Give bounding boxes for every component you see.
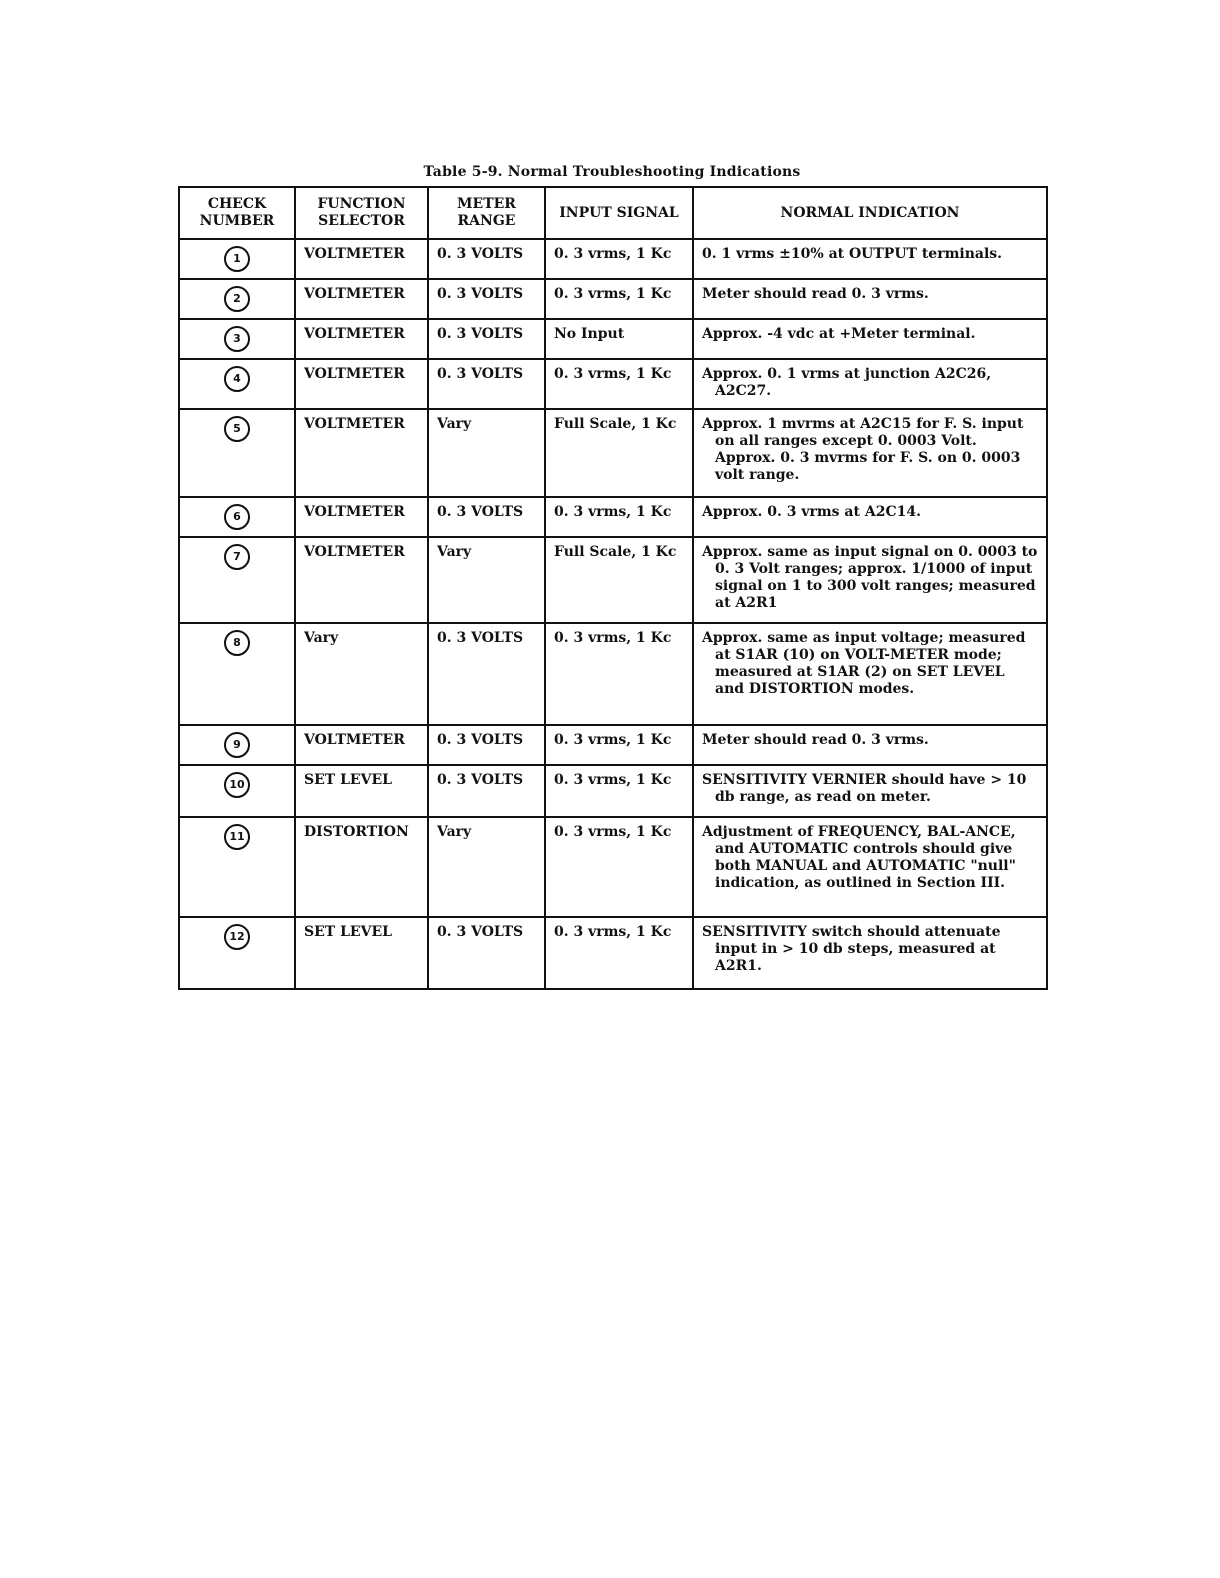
table-row: [179, 817, 1047, 917]
check-number-circle: 6: [224, 504, 250, 530]
table-body: [179, 239, 1047, 989]
table-row: [179, 725, 1047, 765]
check-number-circle: 8: [224, 630, 250, 656]
normal-indication-cell: [693, 359, 1047, 409]
normal-indication-cell: [693, 409, 1047, 497]
normal-indication-cell: [693, 497, 1047, 537]
check-number-circle: 2: [224, 286, 250, 312]
meter-range-cell: Vary: [428, 817, 545, 917]
normal-indication-text: Meter should read 0. 3 vrms.: [702, 732, 929, 748]
troubleshooting-table: [178, 186, 1048, 990]
header-input-signal: INPUT SIGNAL: [545, 187, 693, 239]
normal-indication-text: Approx. 0. 1 vrms at junction A2C26, A2C27.: [702, 366, 992, 399]
table-row: [179, 409, 1047, 497]
normal-indication-text: Meter should read 0. 3 vrms.: [702, 286, 929, 302]
check-number-cell: [179, 239, 295, 279]
function-selector-cell: VOLTMETER: [295, 725, 428, 765]
normal-indication-text: Adjustment of FREQUENCY, BAL-ANCE, and AUTOMATIC controls should give both MANUAL and AUTOMATIC "null" indication, as outlined in Section III.: [702, 824, 1016, 891]
normal-indication-cell: [693, 319, 1047, 359]
check-number-circle: 3: [224, 326, 250, 352]
check-number-cell: [179, 623, 295, 725]
check-number-circle: 11: [224, 824, 250, 850]
check-number-circle: 7: [224, 544, 250, 570]
check-number-circle: 10: [224, 772, 250, 798]
input-signal-cell: 0. 3 vrms, 1 Kc: [545, 917, 693, 989]
meter-range-cell: 0. 3 VOLTS: [428, 239, 545, 279]
input-signal-cell: 0. 3 vrms, 1 Kc: [545, 279, 693, 319]
function-selector-cell: VOLTMETER: [295, 497, 428, 537]
input-signal-cell: Full Scale, 1 Kc: [545, 409, 693, 497]
check-number-cell: [179, 765, 295, 817]
table-row: [179, 917, 1047, 989]
meter-range-cell: 0. 3 VOLTS: [428, 725, 545, 765]
meter-range-cell: Vary: [428, 537, 545, 623]
header-meter-range: METER RANGE: [428, 187, 545, 239]
normal-indication-text: Approx. 0. 3 vrms at A2C14.: [702, 504, 921, 520]
header-row: [179, 187, 1047, 239]
normal-indication-text: Approx. same as input signal on 0. 0003 to 0. 3 Volt ranges; approx. 1/1000 of input signal on 1 to 300 volt ranges; measured at A2R1: [702, 544, 1038, 611]
check-number-circle: 1: [224, 246, 250, 272]
normal-indication-cell: [693, 537, 1047, 623]
normal-indication-text: Approx. -4 vdc at +Meter terminal.: [702, 326, 976, 342]
normal-indication-cell: [693, 239, 1047, 279]
input-signal-cell: 0. 3 vrms, 1 Kc: [545, 497, 693, 537]
meter-range-cell: 0. 3 VOLTS: [428, 917, 545, 989]
input-signal-cell: No Input: [545, 319, 693, 359]
input-signal-cell: 0. 3 vrms, 1 Kc: [545, 817, 693, 917]
meter-range-cell: 0. 3 VOLTS: [428, 319, 545, 359]
header-function-selector: FUNCTION SELECTOR: [295, 187, 428, 239]
normal-indication-cell: [693, 623, 1047, 725]
table-caption: Table 5-9. Normal Troubleshooting Indications: [423, 164, 801, 180]
function-selector-cell: SET LEVEL: [295, 917, 428, 989]
meter-range-cell: Vary: [428, 409, 545, 497]
normal-indication-cell: [693, 765, 1047, 817]
input-signal-cell: 0. 3 vrms, 1 Kc: [545, 765, 693, 817]
meter-range-cell: 0. 3 VOLTS: [428, 623, 545, 725]
check-number-cell: [179, 409, 295, 497]
function-selector-cell: VOLTMETER: [295, 409, 428, 497]
normal-indication-cell: [693, 279, 1047, 319]
function-selector-cell: VOLTMETER: [295, 537, 428, 623]
input-signal-cell: 0. 3 vrms, 1 Kc: [545, 623, 693, 725]
input-signal-cell: 0. 3 vrms, 1 Kc: [545, 239, 693, 279]
normal-indication-text: Approx. 1 mvrms at A2C15 for F. S. input on all ranges except 0. 0003 Volt. Approx. 0. 3 mvrms for F. S. on 0. 0003 volt range.: [702, 416, 1024, 483]
check-number-cell: [179, 537, 295, 623]
check-number-cell: [179, 497, 295, 537]
meter-range-cell: 0. 3 VOLTS: [428, 765, 545, 817]
check-number-cell: [179, 817, 295, 917]
check-number-cell: [179, 319, 295, 359]
meter-range-cell: 0. 3 VOLTS: [428, 359, 545, 409]
header-normal-indication: NORMAL INDICATION: [693, 187, 1047, 239]
normal-indication-text: 0. 1 vrms ±10% at OUTPUT terminals.: [702, 246, 1003, 262]
table-row: [179, 239, 1047, 279]
function-selector-cell: VOLTMETER: [295, 239, 428, 279]
normal-indication-cell: [693, 817, 1047, 917]
function-selector-cell: VOLTMETER: [295, 319, 428, 359]
table-row: [179, 279, 1047, 319]
check-number-cell: [179, 725, 295, 765]
normal-indication-text: SENSITIVITY switch should attenuate input in > 10 db steps, measured at A2R1.: [702, 924, 1001, 974]
input-signal-cell: Full Scale, 1 Kc: [545, 537, 693, 623]
meter-range-cell: 0. 3 VOLTS: [428, 279, 545, 319]
check-number-cell: [179, 917, 295, 989]
check-number-circle: 12: [224, 924, 250, 950]
check-number-cell: [179, 359, 295, 409]
table-row: [179, 623, 1047, 725]
function-selector-cell: SET LEVEL: [295, 765, 428, 817]
table-row: [179, 319, 1047, 359]
function-selector-cell: DISTORTION: [295, 817, 428, 917]
table-row: [179, 497, 1047, 537]
check-number-circle: 5: [224, 416, 250, 442]
input-signal-cell: 0. 3 vrms, 1 Kc: [545, 359, 693, 409]
function-selector-cell: Vary: [295, 623, 428, 725]
input-signal-cell: 0. 3 vrms, 1 Kc: [545, 725, 693, 765]
normal-indication-cell: [693, 917, 1047, 989]
check-number-cell: [179, 279, 295, 319]
normal-indication-text: SENSITIVITY VERNIER should have > 10 db range, as read on meter.: [702, 772, 1027, 805]
check-number-circle: 9: [224, 732, 250, 758]
function-selector-cell: VOLTMETER: [295, 279, 428, 319]
normal-indication-text: Approx. same as input voltage; measured at S1AR (10) on VOLT-METER mode; measured at S1AR (2) on SET LEVEL and DISTORTION modes.: [702, 630, 1026, 697]
table-row: [179, 359, 1047, 409]
function-selector-cell: VOLTMETER: [295, 359, 428, 409]
table-row: [179, 537, 1047, 623]
header-check-number: CHECK NUMBER: [179, 187, 295, 239]
check-number-circle: 4: [224, 366, 250, 392]
meter-range-cell: 0. 3 VOLTS: [428, 497, 545, 537]
normal-indication-cell: [693, 725, 1047, 765]
table-row: [179, 765, 1047, 817]
